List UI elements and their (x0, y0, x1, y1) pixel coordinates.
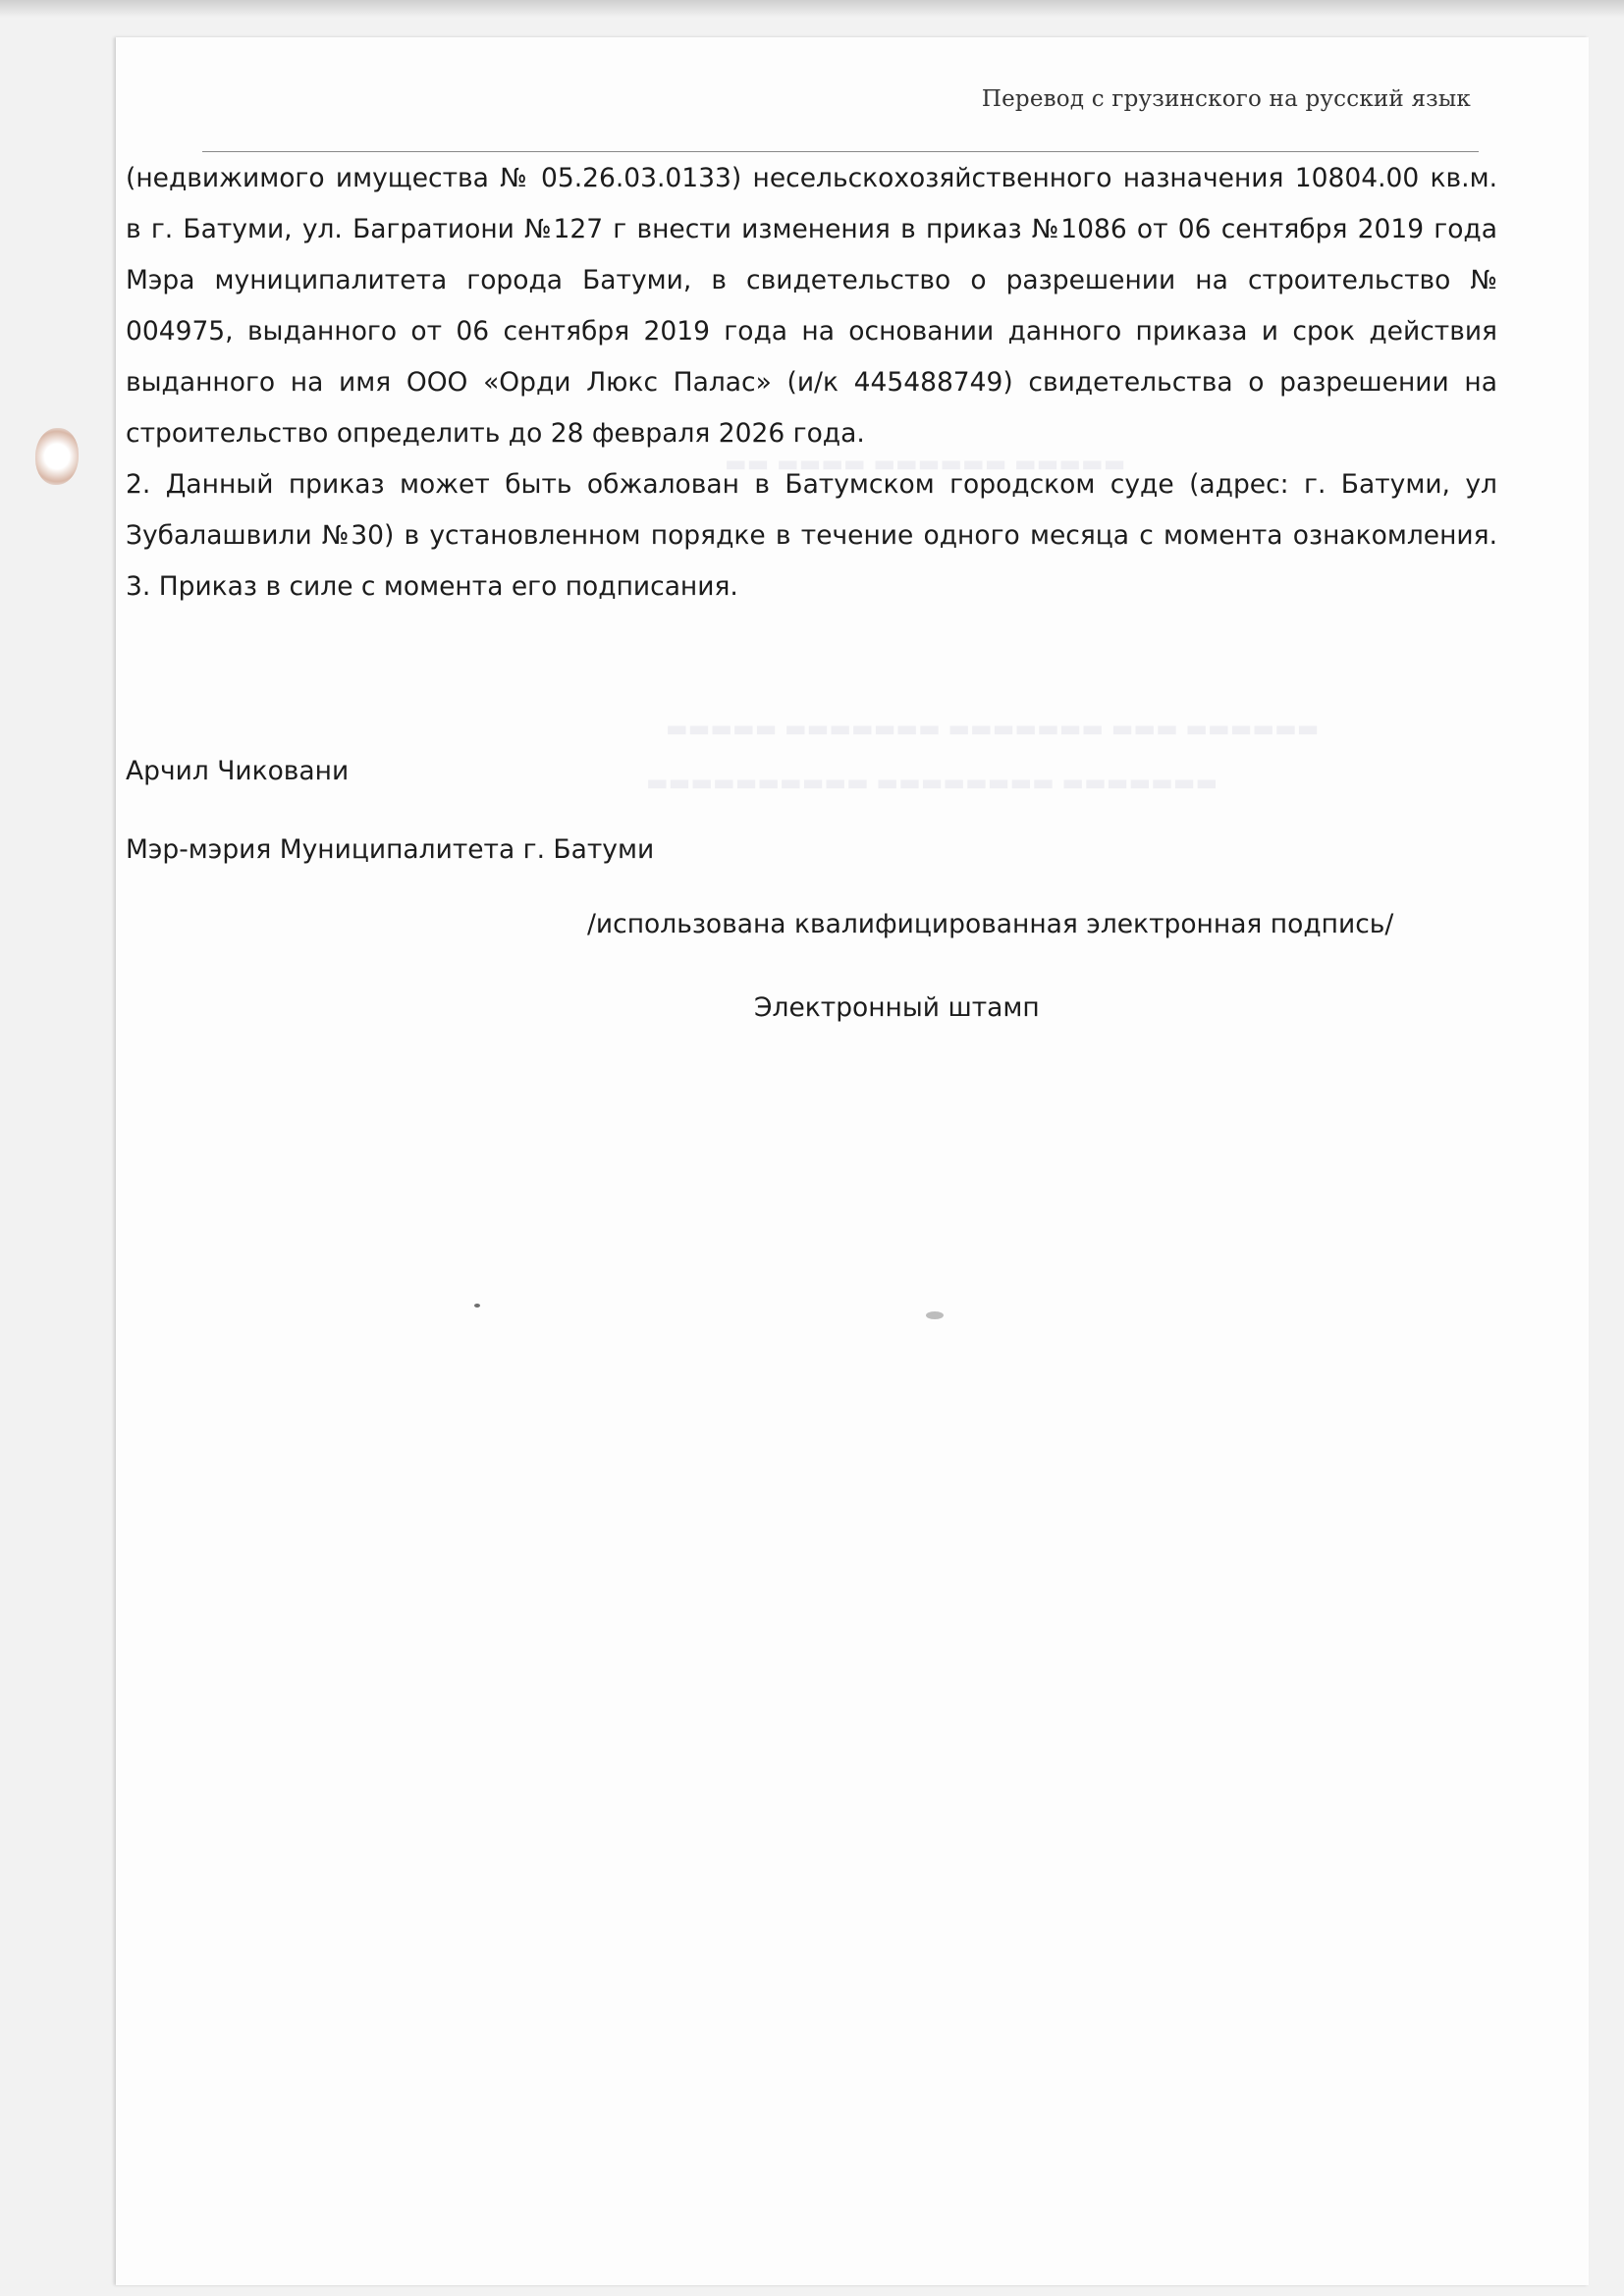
bleed-through-text: ▬▬▬▬▬▬▬▬▬▬ ▬▬▬▬▬▬▬▬ ▬▬▬▬▬▬▬ (646, 769, 1218, 796)
signatory-title: Мэр-мэрия Муниципалитета г. Батуми (126, 834, 655, 865)
body-line: 004975, выданного от 06 сентября 2019 года на основании данного приказа и срок действия (126, 316, 1497, 347)
signature-block (126, 752, 654, 870)
electronic-stamp-note: Электронный штамп (754, 992, 1040, 1023)
body-line: 3. Приказ в силе с момента его подписания. (126, 571, 738, 602)
body-line: Зубалашвили №30) в установленном порядке в течение одного месяца с момента ознакомления. (126, 520, 1497, 551)
body-line: строительство определить до 28 февраля 2026 года. (126, 418, 865, 449)
translation-note-header: Перевод с грузинского на русский язык (981, 86, 1471, 112)
document-page (116, 37, 1589, 2285)
punch-hole-mark (35, 428, 79, 485)
signatory-name: Арчил Чиковани (126, 756, 350, 786)
order-body (126, 153, 1497, 613)
body-line: Мэра муниципалитета города Батуми, в свидетельство о разрешении на строительство № (126, 265, 1497, 295)
bleed-through-text: ▬▬ ▬▬▬▬ ▬▬▬▬▬▬ ▬▬▬▬▬ (725, 450, 1126, 477)
body-line: (недвижимого имущества № 05.26.03.0133) несельскохозяйственного назначения 10804.00 кв.м. (126, 163, 1497, 193)
body-line: 2. Данный приказ может быть обжалован в Батумском городском суде (адрес: г. Батуми, ул (126, 469, 1497, 500)
electronic-signature-note: /использована квалифицированная электронная подпись/ (587, 909, 1394, 939)
header-rule (202, 151, 1479, 152)
body-line: в г. Батуми, ул. Багратиони №127 г внести изменения в приказ №1086 от 06 сентября 2019 года (126, 214, 1497, 244)
scan-speck (474, 1304, 480, 1308)
bleed-through-text: ▬▬▬▬▬ ▬▬▬▬▬▬▬ ▬▬▬▬▬▬▬ ▬▬▬ ▬▬▬▬▬▬ (666, 715, 1320, 742)
scan-speck (926, 1311, 944, 1319)
scan-edge (0, 0, 1624, 18)
body-line: выданного на имя ООО «Орди Люкс Палас» (и/к 445488749) свидетельства о разрешении на (126, 367, 1497, 398)
